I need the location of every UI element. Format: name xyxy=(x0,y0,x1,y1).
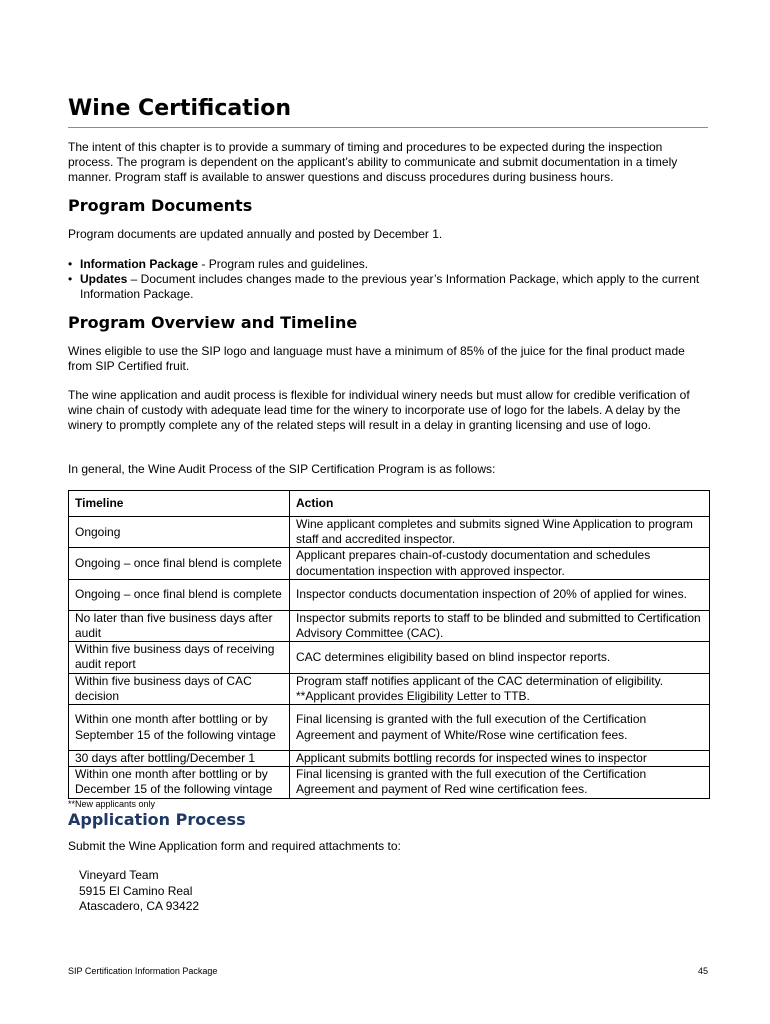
address-line: 5915 El Camino Real xyxy=(79,883,193,898)
bullet-icon: • xyxy=(68,272,73,287)
table-header-row xyxy=(69,491,710,517)
timeline-cell: Ongoing – once final blend is complete xyxy=(69,548,290,579)
application-process-heading: Application Process xyxy=(68,810,246,829)
page-number: 45 xyxy=(697,966,708,976)
list-item xyxy=(68,257,708,272)
timeline-cell: Ongoing – once final blend is complete xyxy=(69,579,290,610)
action-cell: Wine applicant completes and submits signed Wine Application to program staff and accredited inspector. xyxy=(290,517,710,548)
table-row xyxy=(69,705,710,751)
program-documents-text: Program documents are updated annually and posted by December 1. xyxy=(68,227,443,241)
list-item-term: Information Package xyxy=(80,257,199,271)
timeline-table xyxy=(68,490,710,799)
table-row xyxy=(69,751,710,767)
address-line: Atascadero, CA 93422 xyxy=(79,899,200,913)
timeline-cell: Within one month after bottling or by December 15 of the following vintage xyxy=(69,767,290,798)
table-row xyxy=(69,673,710,704)
page-footer xyxy=(68,966,708,976)
overview-heading: Program Overview and Timeline xyxy=(68,313,358,332)
action-cell: CAC determines eligibility based on blind inspector reports. xyxy=(290,642,710,673)
table-row xyxy=(69,642,710,673)
list-item-desc: – Document includes changes made to the previous year’s Information Package, which apply to the current Information Package. xyxy=(80,272,700,302)
bullet-icon: • xyxy=(68,257,73,271)
action-cell: Final licensing is granted with the full execution of the Certification Agreement and payment of Red wine certification fees. xyxy=(290,767,710,798)
table-footnote: **New applicants only xyxy=(68,798,156,809)
overview-paragraph-2: The wine application and audit process is flexible for individual winery needs but must allow for credible verification of wine chain of custody with adequate lead time for the winery to incorporate use of logo for the labels. A delay by the winery to promptly complete any of the related steps will result in a delay in granting licensing and use of logo. xyxy=(68,388,690,433)
overview-paragraph-3: In general, the Wine Audit Process of the SIP Certification Program is as follows: xyxy=(68,462,496,476)
action-header: Action xyxy=(290,491,710,517)
application-process-text: Submit the Wine Application form and required attachments to: xyxy=(68,839,401,853)
action-cell: Applicant submits bottling records for inspected wines to inspector xyxy=(290,751,710,767)
timeline-cell: 30 days after bottling/December 1 xyxy=(69,751,290,767)
address-line: Vineyard Team xyxy=(79,868,159,882)
action-cell: Program staff notifies applicant of the CAC determination of eligibility. **Applicant provides Eligibility Letter to TTB. xyxy=(290,673,710,704)
table-row xyxy=(69,517,710,548)
page-title: Wine Certification xyxy=(68,93,708,128)
table-row xyxy=(69,548,710,579)
intro-paragraph: The intent of this chapter is to provide a summary of timing and procedures to be expected during the inspection process. The program is dependent on the applicant’s ability to communicate and submit documentation in a timely manner. Program staff is available to answer questions and discuss procedures during business hours. xyxy=(68,140,678,185)
timeline-cell: No later than five business days after audit xyxy=(69,610,290,641)
table-row xyxy=(69,767,710,798)
action-cell: Applicant prepares chain-of-custody documentation and schedules documentation inspection with approved inspector. xyxy=(290,548,710,579)
program-documents-list xyxy=(68,257,708,303)
action-cell: Final licensing is granted with the full execution of the Certification Agreement and payment of White/Rose wine certification fees. xyxy=(290,705,710,751)
action-cell: Inspector submits reports to staff to be blinded and submitted to Certification Advisory Committee (CAC). xyxy=(290,610,710,641)
list-item-term: Updates xyxy=(80,272,128,287)
list-item-desc: - Program rules and guidelines. xyxy=(198,257,369,271)
list-item xyxy=(68,272,708,302)
mailing-address xyxy=(79,868,719,915)
footer-title: SIP Certification Information Package xyxy=(68,966,218,976)
timeline-table-wrapper xyxy=(68,490,708,810)
timeline-cell: Within five business days of receiving audit report xyxy=(69,642,290,673)
program-documents-heading: Program Documents xyxy=(68,196,253,215)
timeline-cell: Within five business days of CAC decision xyxy=(69,673,290,704)
action-cell: Inspector conducts documentation inspection of 20% of applied for wines. xyxy=(290,579,710,610)
timeline-cell: Within one month after bottling or by September 15 of the following vintage xyxy=(69,705,290,751)
table-row xyxy=(69,610,710,641)
overview-paragraph-1: Wines eligible to use the SIP logo and language must have a minimum of 85% of the juice for the final product made from SIP Certified fruit. xyxy=(68,344,685,374)
table-row xyxy=(69,579,710,610)
timeline-cell: Ongoing xyxy=(69,517,290,548)
timeline-header: Timeline xyxy=(69,491,290,517)
